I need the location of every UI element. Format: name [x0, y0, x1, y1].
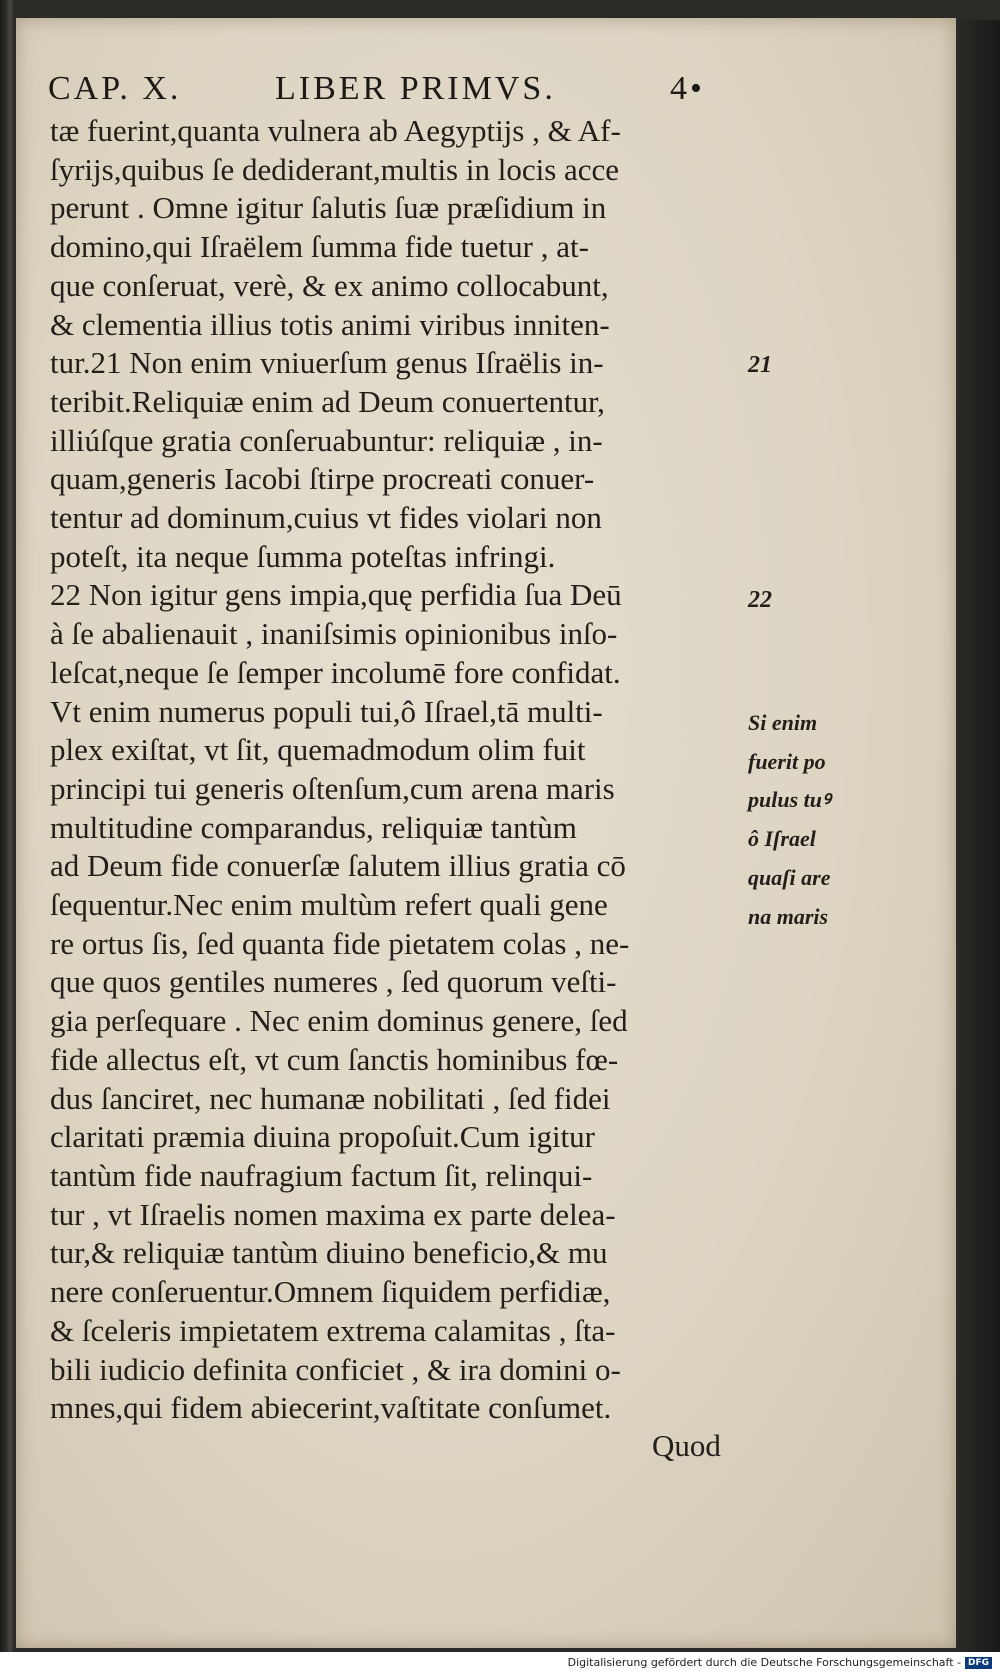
margin-quotation — [748, 704, 831, 936]
margin-verse-22: 22 — [748, 587, 772, 613]
running-head-chapter: CAP. X. — [48, 70, 182, 107]
page-number: 4• — [670, 70, 705, 107]
text-line: principi tui generis oſtenſum,cum arena maris — [50, 770, 615, 806]
text-line: tæ fuerint,quanta vulnera ab Aegyptijs , & Af- — [50, 113, 621, 148]
running-head-title: LIBER PRIMVS. — [275, 70, 556, 107]
text-line: que conſeruat, verè, & ex animo collocabunt, — [50, 267, 609, 303]
text-line: re ortus ſis, ſed quanta fide pietatem colas , ne- — [50, 925, 630, 961]
margin-quote-line: fuerit po — [748, 748, 826, 774]
text-line: illiúſque gratia conſeruabuntur: reliquiæ , in- — [50, 422, 603, 458]
text-line: bili iudicio definita conficiet , & ira domini o- — [50, 1351, 621, 1387]
text-line: & ſceleris impietatem extrema calamitas , ſta- — [50, 1312, 616, 1348]
margin-quote-line: quaſi are — [748, 864, 831, 890]
text-line: perunt . Omne igitur ſalutis ſuæ præſidium in — [50, 190, 607, 226]
text-line: multitudine comparandus, reliquiæ tantùm — [50, 809, 577, 845]
text-line: poteſt, ita neque ſumma poteſtas infringi. — [50, 538, 556, 574]
text-line: ſyrijs,quibus ſe dediderant,multis in locis acce — [50, 151, 620, 187]
text-line: 22 Non igitur gens impia,quę perfidia ſua Deū — [50, 577, 622, 613]
main-text-block — [50, 112, 750, 1428]
text-line: plex exiſtat, vt ſit, quemadmodum olim fuit — [50, 732, 586, 768]
text-line: ſequentur.Nec enim multùm refert quali gene — [50, 887, 608, 923]
text-line: claritati præmia diuina propoſuit.Cum igitur — [50, 1119, 595, 1155]
text-line: domino,qui Iſraëlem ſumma fide tuetur , at- — [50, 229, 589, 265]
text-line: quam,generis Iacobi ſtirpe procreati conuer- — [50, 461, 595, 497]
text-line: que quos gentiles numeres , ſed quorum veſti- — [50, 964, 617, 1000]
text-line: leſcat,neque ſe ſemper incolumē fore confidat. — [50, 654, 621, 690]
margin-verse-21: 21 — [748, 352, 772, 378]
catchword: Quod — [652, 1428, 721, 1463]
text-line: tur , vt Iſraelis nomen maxima ex parte delea- — [50, 1196, 616, 1232]
text-line: teribit.Reliquiæ enim ad Deum conuertentur, — [50, 383, 605, 419]
text-line: fide allectus eſt, vt cum ſanctis hominibus fœ- — [50, 1041, 619, 1077]
text-line: ad Deum fide conuerſæ ſalutem illius gratia cō — [50, 848, 626, 884]
text-line: nere conſeruentur.Omnem ſiquidem perfidiæ, — [50, 1274, 611, 1310]
text-line: tentur ad dominum,cuius vt fides violari non — [50, 500, 602, 536]
margin-quote-line: ô Iſrael — [748, 826, 816, 852]
text-line: & clementia illius totis animi viribus inniten- — [50, 306, 610, 342]
text-line: mnes,qui fidem abiecerint,vaſtitate conſumet. — [50, 1390, 612, 1426]
margin-quote-line: Si enim — [748, 710, 818, 735]
text-line: à ſe abalienauit , inaniſsimis opinionibus inſo- — [50, 616, 618, 652]
text-line: tur,& reliquiæ tantùm diuino beneficio,& mu — [50, 1235, 608, 1271]
footer-credit: Digitalisierung gefördert durch die Deutsche Forschungsgemeinschaft - — [567, 1656, 961, 1669]
text-line: gia perſequare . Nec enim dominus genere, ſed — [50, 1003, 628, 1039]
margin-quote-line: pulus tuꝰ — [748, 787, 831, 813]
text-line: Vt enim numerus populi tui,ô Iſrael,tā multi- — [50, 693, 603, 729]
page-edge-shadow — [956, 20, 1000, 1652]
digitization-footer — [568, 1656, 992, 1669]
text-line: dus ſanciret, nec humanæ nobilitati , ſed fidei — [50, 1080, 611, 1116]
text-line: tantùm fide naufragium factum ſit, relinqui- — [50, 1157, 593, 1193]
dfg-logo-icon: DFG — [965, 1657, 992, 1669]
margin-quote-line: na maris — [748, 903, 829, 929]
text-line: tur.21 Non enim vniuerſum genus Iſraëlis in- — [50, 345, 604, 381]
